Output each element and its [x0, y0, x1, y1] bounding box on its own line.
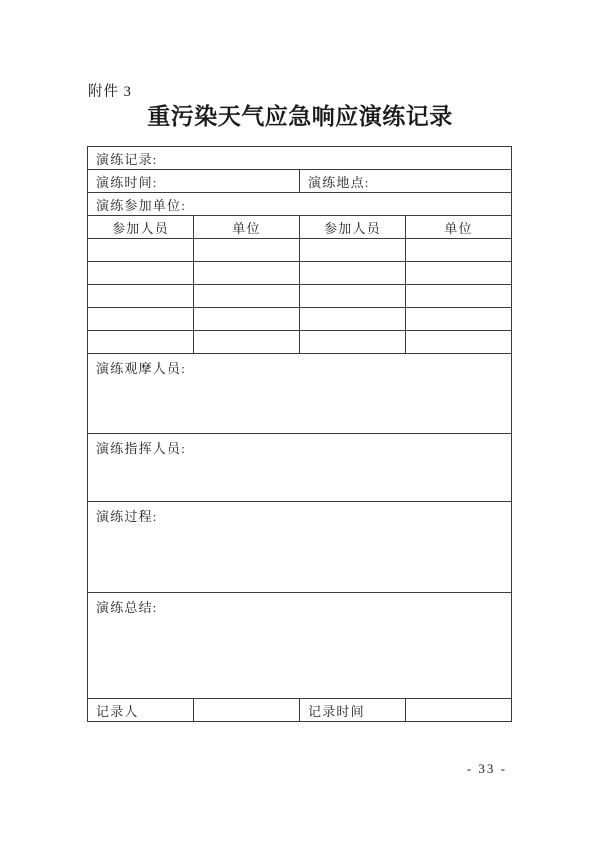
empty-cell [88, 285, 194, 308]
recorder-row [88, 699, 512, 722]
empty-cell [406, 331, 512, 354]
record-time-value-cell [406, 699, 512, 722]
commanders-label-cell: 演练指挥人员: [88, 434, 512, 502]
record-time-label-cell: 记录时间 [300, 699, 406, 722]
drill-location-label: 演练地点: [300, 170, 512, 193]
participant-header: 参加人员 [300, 216, 406, 239]
page-title: 重污染天气应急响应演练记录 [147, 104, 453, 129]
empty-cell [88, 239, 194, 262]
empty-participant-row [88, 262, 512, 285]
empty-cell [88, 331, 194, 354]
observers-label-cell: 演练观摩人员: [88, 354, 512, 434]
empty-cell [300, 308, 406, 331]
process-section-row [88, 502, 512, 593]
unit-header: 单位 [194, 216, 300, 239]
participant-header: 参加人员 [88, 216, 194, 239]
empty-cell [88, 308, 194, 331]
table-row [88, 170, 512, 193]
process-label-cell: 演练过程: [88, 502, 512, 593]
empty-cell [406, 262, 512, 285]
empty-participant-row [88, 285, 512, 308]
empty-cell [406, 285, 512, 308]
commanders-section-row [88, 434, 512, 502]
drill-record-table [87, 146, 512, 722]
empty-cell [300, 331, 406, 354]
recorder-label-cell: 记录人 [88, 699, 194, 722]
empty-participant-row [88, 308, 512, 331]
empty-cell [194, 262, 300, 285]
empty-cell [300, 285, 406, 308]
drill-record-label: 演练记录: [88, 147, 512, 170]
empty-cell [300, 262, 406, 285]
empty-cell [194, 239, 300, 262]
empty-cell [194, 331, 300, 354]
summary-label-cell: 演练总结: [88, 593, 512, 699]
participant-header-row [88, 216, 512, 239]
observers-section-row [88, 354, 512, 434]
recorder-value-cell [194, 699, 300, 722]
attachment-label: 附件 3 [88, 84, 132, 100]
page-number: - 33 - [466, 761, 507, 776]
empty-cell [406, 239, 512, 262]
summary-section-row [88, 593, 512, 699]
empty-cell [88, 262, 194, 285]
drill-time-label: 演练时间: [88, 170, 300, 193]
participating-units-label: 演练参加单位: [88, 193, 512, 216]
empty-participant-row [88, 239, 512, 262]
empty-participant-row [88, 331, 512, 354]
table-row [88, 193, 512, 216]
empty-cell [194, 308, 300, 331]
empty-cell [194, 285, 300, 308]
empty-cell [406, 308, 512, 331]
table-row [88, 147, 512, 170]
empty-cell [300, 239, 406, 262]
unit-header: 单位 [406, 216, 512, 239]
